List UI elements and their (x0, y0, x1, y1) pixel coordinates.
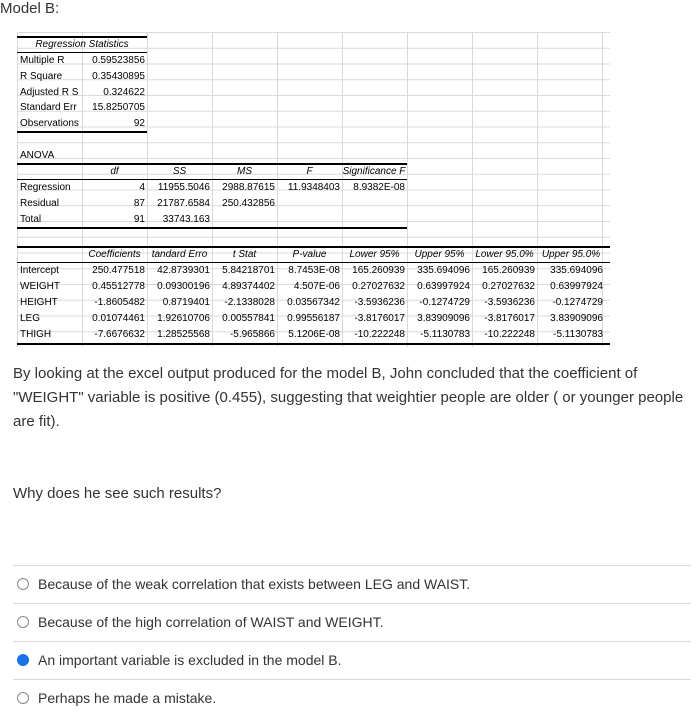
anova-cell: 91 (133, 214, 145, 225)
anova-bottom-border (17, 227, 407, 229)
coef-cell: 42.8739301 (157, 265, 210, 276)
coef-cell: 1.28525568 (157, 329, 210, 340)
coef-cell: 4.507E-06 (293, 281, 340, 292)
coef-cell: 0.01074461 (92, 313, 145, 324)
coef-cell: -3.8176017 (354, 313, 405, 324)
coef-cell: -10.222248 (354, 329, 405, 340)
coef-cell: -3.5936236 (484, 297, 535, 308)
coef-header: Lower 95% (349, 249, 400, 260)
coef-header: Upper 95.0% (541, 249, 601, 260)
coef-row-label: WEIGHT (20, 281, 60, 292)
coef-bottom-border (17, 343, 610, 345)
anova-cell: 33743.163 (162, 214, 210, 225)
coef-cell: 250.477518 (92, 265, 145, 276)
anova-header-border (17, 179, 407, 180)
reg-stat-value: 0.59523856 (92, 55, 145, 66)
question-prompt: Why does he see such results? (13, 485, 222, 502)
coef-header: Lower 95.0% (475, 249, 534, 260)
reg-stats-header-border (17, 52, 147, 53)
coef-cell: -7.6676632 (94, 329, 145, 340)
anova-header-ms: MS (237, 166, 252, 177)
anova-cell: 11.9348403 (287, 182, 340, 193)
coef-cell: 5.84218701 (222, 265, 275, 276)
coef-cell: 0.09300196 (157, 281, 210, 292)
coef-cell: 1.92610706 (157, 313, 210, 324)
anova-header-significance: Significance F (342, 166, 406, 177)
anova-header-df: df (110, 166, 119, 177)
reg-stat-value: 92 (133, 118, 145, 129)
coef-cell: -2.1338028 (224, 297, 275, 308)
coef-header: P-value (292, 249, 327, 260)
coef-cell: 0.27027632 (352, 281, 405, 292)
anova-cell: 4 (139, 182, 145, 193)
reg-stat-label: Multiple R (20, 55, 65, 66)
reg-stat-value: 0.35430895 (92, 71, 145, 82)
anova-header-ss: SS (172, 166, 187, 177)
coef-cell: 3.83909096 (550, 313, 603, 324)
coef-cell: 335.694096 (417, 265, 470, 276)
reg-stat-label: Adjusted R S (20, 87, 79, 98)
coef-cell: 8.7453E-08 (288, 265, 340, 276)
anova-cell: 2988.87615 (222, 182, 275, 193)
coef-cell: 0.8719401 (162, 297, 210, 308)
coef-cell: 0.99556187 (287, 313, 340, 324)
answer-option-1[interactable] (13, 565, 691, 604)
coef-header-border (17, 262, 610, 263)
reg-stat-label: R Square (20, 71, 63, 82)
coef-cell: 0.63997924 (550, 281, 603, 292)
coef-row-label: THIGH (20, 329, 52, 340)
answer-option-label[interactable]: An important variable is excluded in the model B. (38, 652, 342, 668)
coef-header: t Stat (232, 249, 257, 260)
reg-stats-bottom-border (17, 131, 147, 133)
coef-cell: -3.5936236 (354, 297, 405, 308)
answer-option-2[interactable] (13, 603, 691, 642)
page-title: Model B: (0, 0, 60, 17)
coef-header: Coefficients (88, 249, 141, 260)
reg-stat-label: Standard Err (20, 102, 77, 113)
coef-cell: -1.8605482 (94, 297, 145, 308)
coef-cell: 0.45512778 (92, 281, 145, 292)
anova-row-label: Total (20, 214, 42, 225)
coef-cell: -0.1274729 (419, 297, 470, 308)
anova-row-label: Regression (20, 182, 71, 193)
question-text: By looking at the excel output produced for the model B, John concluded that the coefficient of "WEIGHT" variable is positive (0.455), suggesting that weightier people are older ( or younger people are fit). (13, 365, 684, 430)
radio-button[interactable] (17, 578, 29, 590)
anova-cell: 250.432856 (222, 198, 275, 209)
coef-row-label: LEG (20, 313, 41, 324)
anova-cell: 21787.6584 (157, 198, 210, 209)
coef-cell: 3.83909096 (417, 313, 470, 324)
coef-cell: 0.27027632 (482, 281, 535, 292)
coef-cell: -5.1130783 (420, 329, 470, 340)
coef-cell: 165.260939 (352, 265, 405, 276)
coef-cell: 5.1206E-08 (288, 329, 340, 340)
radio-button-selected[interactable] (17, 654, 29, 666)
coef-header: Upper 95% (414, 249, 465, 260)
reg-stats-header: Regression Statistics (35, 39, 129, 50)
reg-stat-value: 15.8250705 (92, 102, 145, 113)
answer-option-3[interactable] (13, 641, 691, 680)
coef-cell: 335.694096 (550, 265, 603, 276)
anova-cell: 11955.5046 (157, 182, 210, 193)
excel-output-sheet (17, 32, 610, 347)
anova-label: ANOVA (20, 150, 55, 161)
answer-option-label[interactable]: Because of the high correlation of WAIST and WEIGHT. (38, 614, 384, 630)
radio-button[interactable] (17, 692, 29, 704)
answer-option-label[interactable]: Perhaps he made a mistake. (38, 690, 217, 706)
answer-option-4[interactable] (13, 679, 691, 718)
coef-cell: 0.03567342 (287, 297, 340, 308)
coef-cell: 0.00557841 (222, 313, 275, 324)
coef-cell: -0.1274729 (552, 297, 603, 308)
coef-cell: 4.89374402 (222, 281, 275, 292)
reg-stat-value: 0.324622 (103, 87, 145, 98)
coef-cell: 165.260939 (482, 265, 535, 276)
coef-cell: -5.965866 (229, 329, 275, 340)
coef-row-label: Intercept (20, 265, 59, 276)
reg-stat-label: Observations (20, 118, 79, 129)
radio-button[interactable] (17, 616, 29, 628)
anova-cell: 87 (133, 198, 145, 209)
coef-cell: 0.63997924 (417, 281, 470, 292)
anova-cell: 8.9382E-08 (353, 182, 405, 193)
coef-row-label: HEIGHT (20, 297, 58, 308)
coef-cell: -5.1130783 (553, 329, 603, 340)
coef-cell: -3.8176017 (484, 313, 535, 324)
anova-header-f: F (306, 166, 313, 177)
coef-header: tandard Erro (151, 249, 208, 260)
anova-row-label: Residual (20, 198, 59, 209)
coef-cell: -10.222248 (484, 329, 535, 340)
answer-option-label[interactable]: Because of the weak correlation that exists between LEG and WAIST. (38, 576, 471, 592)
